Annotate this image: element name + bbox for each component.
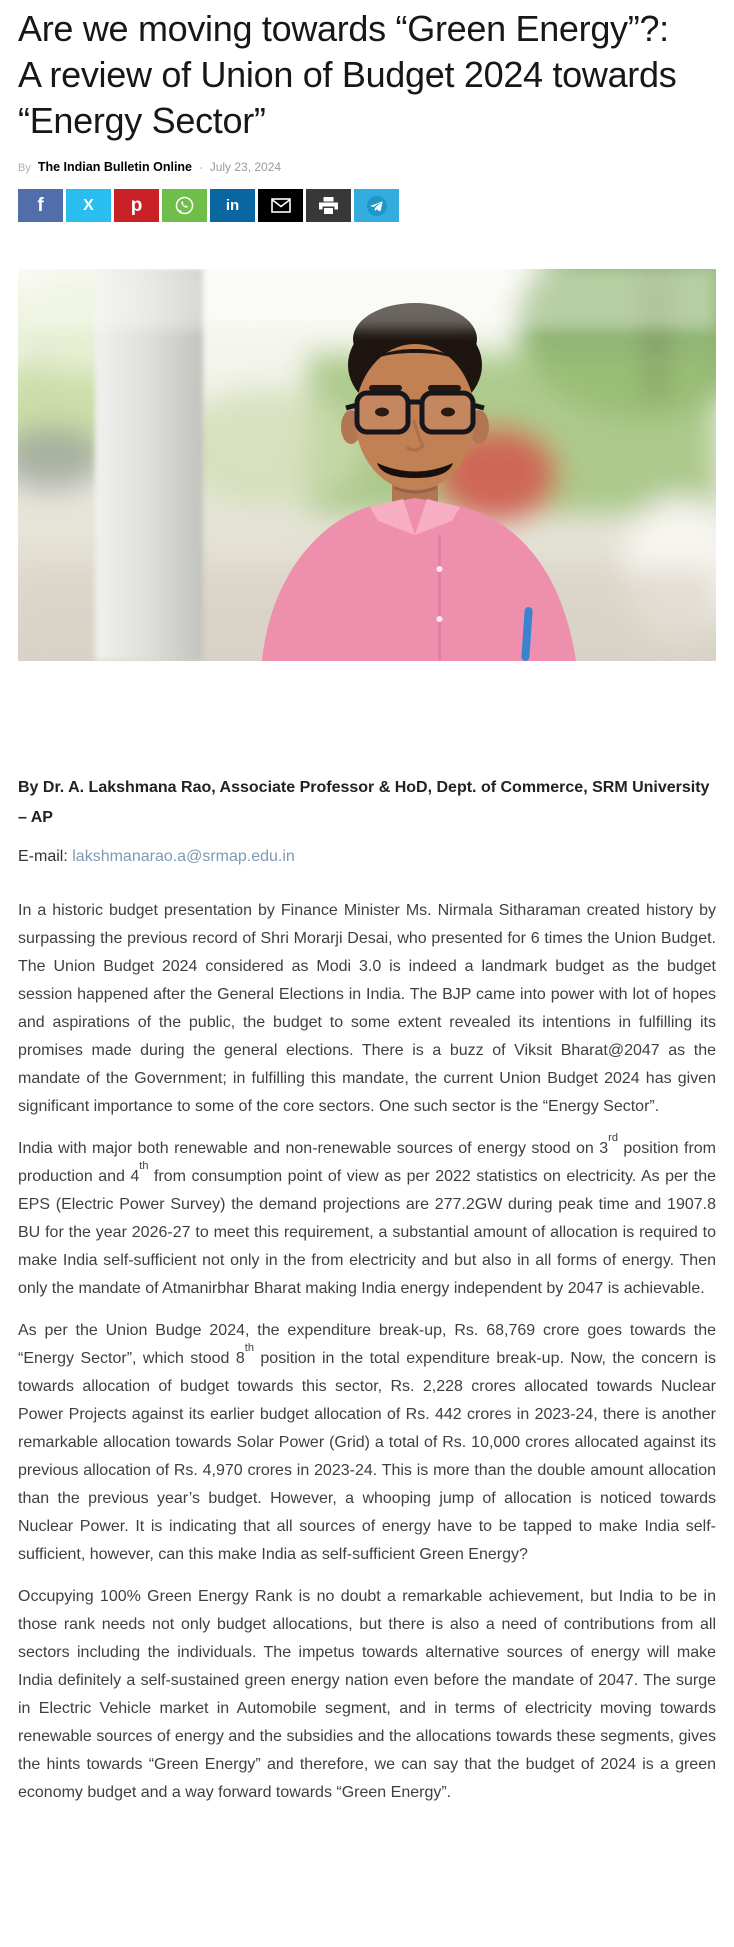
linkedin-in-icon: in: [225, 197, 240, 214]
email-line: [18, 845, 716, 869]
article-body: [18, 897, 716, 1807]
byline-by-label: By: [18, 162, 31, 174]
author-credit: By Dr. A. Lakshmana Rao, Associate Professor & HoD, Dept. of Commerce, SRM University – AP: [18, 779, 710, 826]
byline-date: July 23, 2024: [209, 160, 282, 174]
email-label: E-mail:: [18, 848, 68, 865]
whatsapp-icon: [174, 195, 195, 216]
paragraph-4: Occupying 100% Green Energy Rank is no doubt a remarkable achievement, but India to be in those rank needs not only budget allocations, but there is also a need of contributions from all sectors including the individuals. The impetus towards alternative sources of energy will make India definitely a self-sustained green energy nation even before the mandate of 2047. The surge in Electric Vehicle market in Automobile segment, and in terms of electricity moving towards renewable sources of energy and the subsidies and the allocations towards these segments, gives the hints towards “Green Energy” and therefore, we can say that the budget of 2024 is a green economy budget and a way forward towards “Green Energy”.: [18, 1588, 716, 1801]
pinterest-p-icon: p: [130, 195, 143, 216]
paragraph-3: As per the Union Budge 2024, the expenditure break-up, Rs. 68,769 crore goes towards the “Energy Sector”, which stood 8th position in the total expenditure break-up. Now, the concern is towards allocation of budget towards this sector, Rs. 2,228 crores allocated towards Nuclear Power Projects against its earlier budget allocation of Rs. 442 crores in 2023-24, there is another remarkable allocation towards Solar Power (Grid) a total of Rs. 10,000 crores allocated against its previous allocation of Rs. 4,970 crores in 2023-24. This is more than the double amount allocation than the previous year’s budget. However, a whooping jump of allocation is noticed towards Nuclear Power. It is indicating that all sources of energy have to be tapped to make India self-sufficient, however, can this make India as self-sufficient Green Energy?: [18, 1322, 716, 1563]
telegram-plane-icon: [366, 195, 388, 217]
paragraph-1: In a historic budget presentation by Finance Minister Ms. Nirmala Sitharaman created history by surpassing the previous record of Shri Morarji Desai, who presented for 6 times the Union Budget. The Union Budget 2024 considered as Modi 3.0 is indeed a landmark budget as the budget session happened after the General Elections in India. The BJP came into power with lot of hopes and aspirations of the public, the budget to some extent revealed its intentions in fulfilling its promises made during the general elections. There is a buzz of Viksit Bharat@2047 as the mandate of the Government; in fulfilling this mandate, the current Union Budget 2024 has given significant importance to some of the core sectors. One such sector is the “Energy Sector”.: [18, 902, 716, 1115]
share-buttons: [18, 189, 716, 222]
paragraph-2: India with major both renewable and non-renewable sources of energy stood on 3rd position from production and 4th from consumption point of view as per 2022 statistics on electricity. As per the EPS (Electric Power Survey) the demand projections are 277.2GW during peak time and 1907.8 BU for the year 2026-27 to meet this requirement, a substantial amount of allocation is required to make India self-sufficient not only in the from electricity and but also in all forms of energy. Then only the mandate of Atmanirbhar Bharat making India energy independent by 2047 is achievable.: [18, 1131, 716, 1297]
byline: [18, 160, 716, 174]
share-email-button[interactable]: [258, 189, 303, 222]
share-whatsapp-button[interactable]: [162, 189, 207, 222]
facebook-f-icon: f: [37, 195, 44, 216]
printer-icon: [319, 197, 338, 214]
envelope-icon: [271, 198, 291, 213]
article-title: Are we moving towards “Green Energy”?: A review of Union of Budget 2024 towards “Energy Sector”: [18, 8, 677, 141]
x-icon: X: [83, 196, 94, 214]
byline-author-link[interactable]: The Indian Bulletin Online: [37, 160, 193, 174]
byline-separator: -: [199, 162, 203, 174]
share-print-button[interactable]: [306, 189, 351, 222]
share-twitter-x-button[interactable]: [66, 189, 111, 222]
share-telegram-button[interactable]: [354, 189, 399, 222]
email-link[interactable]: lakshmanarao.a@srmap.edu.in: [72, 848, 295, 865]
share-facebook-button[interactable]: [18, 189, 63, 222]
featured-image: [18, 269, 716, 661]
share-linkedin-button[interactable]: [210, 189, 255, 222]
share-pinterest-button[interactable]: [114, 189, 159, 222]
